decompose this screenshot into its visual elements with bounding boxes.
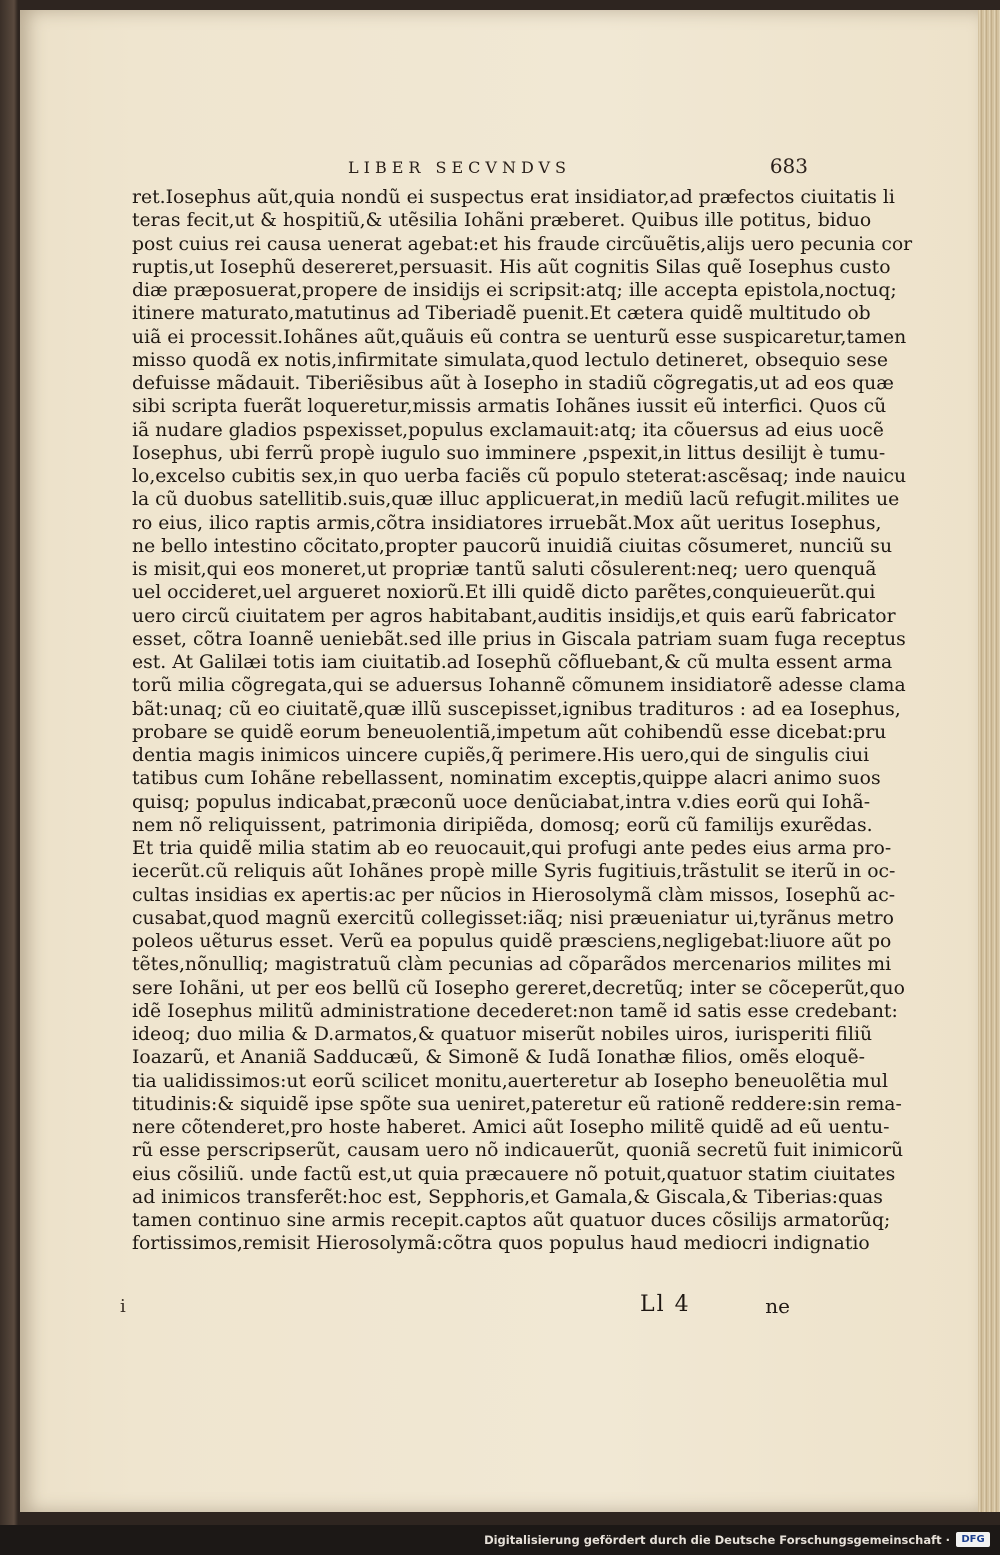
text-line: tia ualidissimos:ut eorũ scilicet monitu,auerteretur ab Iosepho beneuolẽtia mul [132,1070,888,1092]
text-line: tatibus cum Iohãne rebellassent, nominatim exceptis,quippe alacri animo suos [132,768,881,790]
book-page [20,10,980,1512]
text-line: misso quodã ex notis,infirmitate simulata,quod lectulo detineret, obsequio sese [132,349,888,371]
page-footer [120,1292,790,1322]
text-line: post cuius rei causa uenerat agebat:et his fraude circũuẽtis,alijs uero pecunia cor [132,233,913,255]
page-header [348,154,808,182]
text-line: ruptis,ut Iosephũ desereret,persuasit. His aũt cognitis Silas quẽ Iosephus custo [132,256,891,278]
body-text [132,186,913,1290]
text-line: nere cõtenderet,pro hoste haberet. Amici aũt Iosepho militẽ quidẽ ad eũ uentu- [132,1117,890,1138]
text-line: iecerũt.cũ reliquis aũt Iohãnes propè mille Syris fugitiuis,trãstulit se iterũ in oc- [132,861,896,883]
text-line: lo,excelso cubitis sex,in quo uerba faciẽs cũ populo steterat:ascẽsaq; inde nauicu [132,466,907,487]
text-line: fortissimos,remisit Hierosolymã:cõtra quos populus haud mediocri indignatio [132,1233,870,1255]
text-line: itinere maturato,matutinus ad Tiberiadẽ puenit.Et cætera quidẽ multitudo ob [132,303,871,325]
text-line: dentia magis inimicos uincere cupiẽs,q̃ perimere.His uero,qui de singulis ciui [132,745,870,766]
folio-number: 683 [769,154,808,178]
text-line: ro eius, ilico raptis armis,cõtra insidiatores irruebãt.Mox aũt ueritus Iosephus, [132,512,882,534]
text-line: torũ milia cõgregata,qui se aduersus Iohannẽ cõmunem insidiatorẽ adesse clama [132,675,906,697]
text-line: rũ esse perscripserũt, causam uero nõ indicauerũt, quoniã secretũ fuit inimicorũ [132,1140,904,1162]
text-line: sibi scripta fuerãt loqueretur,missis armatis Iohãnes iussit eũ interfici. Quos cũ [132,396,887,418]
text-line: uiã ei processit.Iohãnes aũt,quãuis eũ contra se uenturũ esse suspicaretur,tamen [132,326,907,348]
text-line: probare se quidẽ eorum beneuolentiã,impetum aũt cohibendũ esse dicebat:pru [132,721,887,743]
text-line: is misit,qui eos moneret,ut propriæ tantũ saluti cõsulerent:neq; uero quenquã [132,559,877,580]
text-line: la cũ duobus satellitib.suis,quæ illuc applicuerat,in mediũ lacũ refugit.milites ue [132,489,900,511]
text-line: Iosephus, ubi ferrũ propè iugulo suo imminere ,pspexit,in littus desilijt è tumu- [132,442,886,464]
text-line: Ioazarũ, et Ananiã Sadducæũ, & Simonẽ & Iudã Ionathæ filios, omẽs eloquẽ- [132,1047,866,1069]
text-line: titudinis:& siquidẽ ipse spõte sua ueniret,pateretur eũ rationẽ reddere:sin rema- [132,1093,902,1115]
text-line: idẽ Iosephus militũ administratione decederet:non tamẽ id satis esse credebant: [132,1000,898,1022]
text-line: quisq; populus indicabat,præconũ uoce denũciabat,intra v.dies eorũ qui Iohã- [132,791,871,813]
text-line: teras fecit,ut & hospitiũ,& utẽsilia Iohãni præberet. Quibus ille potitus, biduo [132,210,872,232]
text-line: uel occideret,uel argueret noxiorũ.Et illi quidẽ dicto parẽtes,conquieuerũt.qui [132,582,876,604]
page-edges [978,10,1000,1512]
text-line: cultas insidias ex apertis:ac per nũcios in Hierosolymã clàm missos, Iosephũ ac- [132,884,896,906]
text-line: defuisse mãdauit. Tiberiẽsibus aũt à Iosepho in stadiũ cõgregatis,ut ad eos quæ [132,373,894,394]
text-line: cusabat,quod magnũ exercitũ collegisset:iãq; nisi præueniatur ui,tyrãnus metro [132,907,894,929]
text-line: tamen continuo sine armis recepit.captos aũt quatuor duces cõsilijs armatorũq; [132,1210,891,1231]
text-line: ret.Iosephus aũt,quia nondũ ei suspectus erat insidiator,ad præfectos ciuitatis li [132,187,895,208]
running-head: LIBER SECVNDVS [348,158,572,177]
text-line: ad inimicos transferẽt:hoc est, Sepphoris,et Gamala,& Giscala,& Tiberias:quas [132,1186,883,1208]
text-line: esset, cõtra Ioannẽ ueniebãt.sed ille prius in Giscala patriam suam fuga receptus [132,628,906,650]
catchword: ne [765,1294,790,1318]
text-line: ideoq; duo milia & D.armatos,& quatuor miserũt nobiles uiros, iurisperiti filiũ [132,1024,873,1045]
text-line: poleos uẽturus esset. Verũ ea populus quidẽ præsciens,negligebat:liuore aũt po [132,931,892,952]
dfg-logo: DFG [956,1532,990,1547]
text-line: iã nudare gladios pspexisset,populus exclamauit:atq; ita cõuersus ad eius uocẽ [132,419,884,441]
text-line: nem nõ reliquissent, patrimonia diripiẽda, domosq; eorũ cũ familijs exurẽdas. [132,814,873,836]
credit-bar [0,1525,1000,1555]
credit-text: Digitalisierung gefördert durch die Deutsche Forschungsgemeinschaft · [484,1533,950,1547]
signature-mark: Ll 4 [640,1292,691,1317]
text-line: uero circũ ciuitatem per agros habitabant,auditis insidijs,et quis earũ fabricator [132,605,896,627]
text-line: bãt:unaq; cũ eo ciuitatẽ,quæ illũ suscepisset,ignibus tradituros : ad ea Iosephus, [132,698,901,720]
text-line: est. At Galilæi totis iam ciuitatib.ad Iosephũ cõfluebant,& cũ multa essent arma [132,652,893,673]
footer-left-mark: i [120,1296,126,1317]
text-line: ne bello intestino cõcitato,propter paucorũ inuidiã ciuitas cõsumeret, nunciũ su [132,535,893,557]
text-line: sere Iohãni, ut per eos bellũ cũ Iosepho gereret,decretũq; inter se cõceperũt,quo [132,977,905,999]
text-line: diæ præposuerat,propere de insidijs ei scripsit:atq; ille accepta epistola,noctuq; [132,280,897,301]
text-line: eius cõsiliũ. unde factũ est,ut quia præcauere nõ potuit,quatuor statim ciuitates [132,1163,896,1185]
text-line: tẽtes,nõnulliq; magistratuũ clàm pecunias ad cõparãdos mercenarios milites mi [132,954,892,976]
text-line: Et tria quidẽ milia statim ab eo reuocauit,qui profugi ante pedes eius arma pro- [132,838,892,859]
